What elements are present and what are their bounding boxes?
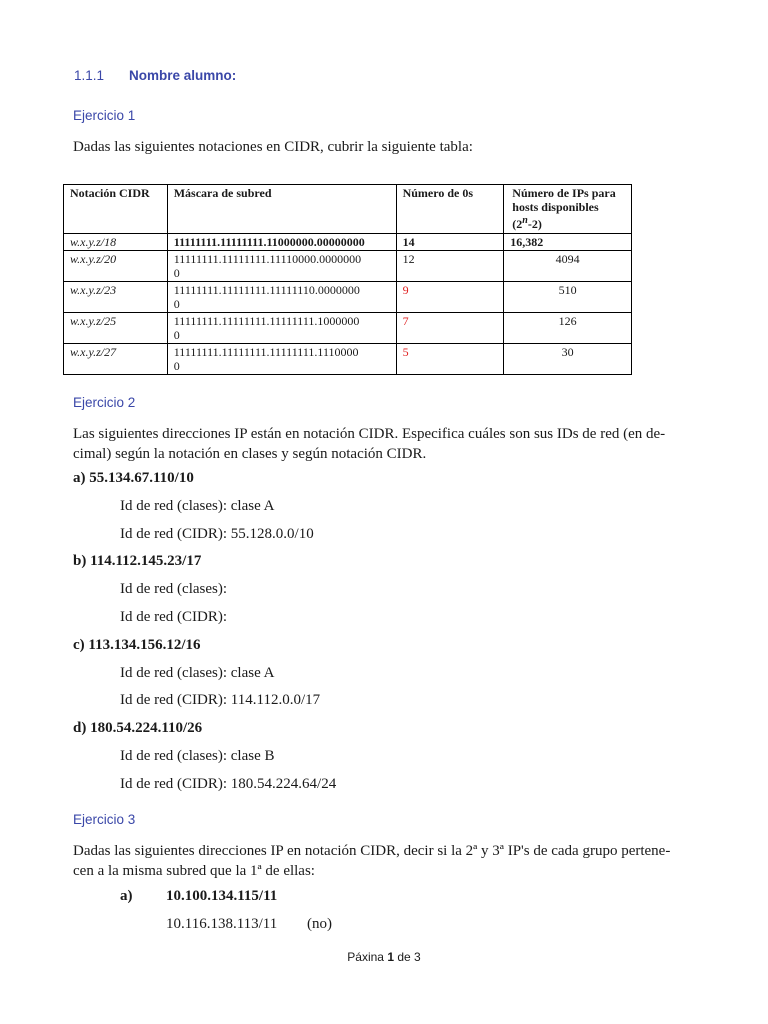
header-formula-tail: -2)	[527, 217, 542, 231]
table-row	[64, 313, 632, 344]
footer-prefix: Páxina	[347, 950, 388, 964]
item-b-classes: Id de red (clases):	[120, 581, 228, 597]
cell-mask-line2: 0	[173, 266, 180, 280]
ex3-item-a-answer: (no)	[307, 916, 332, 932]
cell-ips: 510	[504, 282, 632, 313]
cell-mask: 11111111.11111111.11000000.00000000	[167, 234, 396, 251]
table-row	[64, 344, 632, 375]
cell-mask-line2: 0	[173, 328, 180, 342]
cell-cidr: w.x.y.z/25	[64, 313, 168, 344]
exercise-3-intro-line1: Dadas las siguientes direcciones IP en notación CIDR, decir si la 2ª y 3ª IP's de cada grupo pertene-	[73, 843, 671, 859]
cell-cidr: w.x.y.z/20	[64, 251, 168, 282]
cell-mask	[167, 251, 396, 282]
cell-zeros: 14	[396, 234, 504, 251]
ex3-item-a-second-ip: 10.116.138.113/11	[166, 916, 278, 932]
exercise-3-intro-line2: cen a la misma subred que la 1ª de ellas:	[73, 863, 315, 879]
cell-mask-line1: 11111111.11111111.11110000.0000000	[173, 252, 362, 266]
footer-total: 3	[414, 950, 421, 964]
item-d-label: d) 180.54.224.110/26	[73, 720, 203, 736]
item-d-classes: Id de red (clases): clase B	[120, 748, 275, 764]
ex3-item-a-ip: 10.100.134.115/11	[166, 888, 278, 904]
header-formula-base: (2	[512, 217, 523, 231]
cell-mask-line2: 0	[173, 359, 180, 373]
page-footer	[0, 950, 768, 964]
table-row	[64, 234, 632, 251]
cell-mask	[167, 313, 396, 344]
section-number: 1.1.1	[74, 68, 105, 83]
cell-mask-line1: 11111111.11111111.11111111.1000000	[173, 314, 360, 328]
cidr-table	[63, 184, 632, 375]
table-row	[64, 282, 632, 313]
item-c-label: c) 113.134.156.12/16	[73, 637, 201, 653]
footer-page-number: 1	[387, 950, 394, 964]
cell-mask-line2: 0	[173, 297, 180, 311]
table-row	[64, 251, 632, 282]
header-ips	[504, 185, 632, 234]
cell-ips: 30	[504, 344, 632, 375]
header-zeros: Número de 0s	[396, 185, 504, 234]
exercise-1-title: Ejercicio 1	[73, 108, 136, 123]
cell-ips: 4094	[504, 251, 632, 282]
section-title: Nombre alumno:	[129, 68, 237, 83]
footer-middle: de	[394, 950, 415, 964]
exercise-3-intro	[73, 841, 703, 881]
cell-mask-line1: 11111111.11111111.11111111.1110000	[173, 345, 359, 359]
cell-zeros: 5	[396, 344, 504, 375]
exercise-3-title: Ejercicio 3	[73, 812, 136, 827]
exercise-2-title: Ejercicio 2	[73, 395, 136, 410]
cell-ips: 16,382	[504, 234, 632, 251]
item-a-cidr: Id de red (CIDR): 55.128.0.0/10	[120, 526, 314, 542]
exercise-2-intro-line1: Las siguientes direcciones IP están en notación CIDR. Especifica cuáles son sus IDs de red (en de-	[73, 426, 666, 442]
cell-mask	[167, 344, 396, 375]
header-ips-label: Número de IPs para hosts disponibles	[512, 186, 616, 214]
item-c-classes: Id de red (clases): clase A	[120, 665, 275, 681]
cell-zeros: 7	[396, 313, 504, 344]
item-a-label: a) 55.134.67.110/10	[73, 470, 194, 486]
item-c-cidr: Id de red (CIDR): 114.112.0.0/17	[120, 692, 321, 708]
item-a-classes: Id de red (clases): clase A	[120, 498, 275, 514]
exercise-2-intro-line2: cimal) según la notación en clases y según notación CIDR.	[73, 446, 427, 462]
cell-cidr: w.x.y.z/27	[64, 344, 168, 375]
cell-zeros: 9	[396, 282, 504, 313]
cell-mask	[167, 282, 396, 313]
cell-cidr: w.x.y.z/23	[64, 282, 168, 313]
exercise-1-intro: Dadas las siguientes notaciones en CIDR, cubrir la siguiente tabla:	[73, 139, 473, 155]
exercise-2-intro	[73, 424, 703, 464]
cell-zeros: 12	[396, 251, 504, 282]
table-header-row	[64, 185, 632, 234]
header-mask: Máscara de subred	[167, 185, 396, 234]
cell-ips: 126	[504, 313, 632, 344]
item-b-label: b) 114.112.145.23/17	[73, 553, 202, 569]
cell-cidr: w.x.y.z/18	[64, 234, 168, 251]
item-d-cidr: Id de red (CIDR): 180.54.224.64/24	[120, 776, 337, 792]
header-formula-exp: n	[522, 215, 528, 226]
header-cidr: Notación CIDR	[64, 185, 168, 234]
item-b-cidr: Id de red (CIDR):	[120, 609, 228, 625]
cell-mask-line1: 11111111.11111111.11111110.0000000	[173, 283, 360, 297]
ex3-item-a-label: a)	[120, 888, 133, 904]
